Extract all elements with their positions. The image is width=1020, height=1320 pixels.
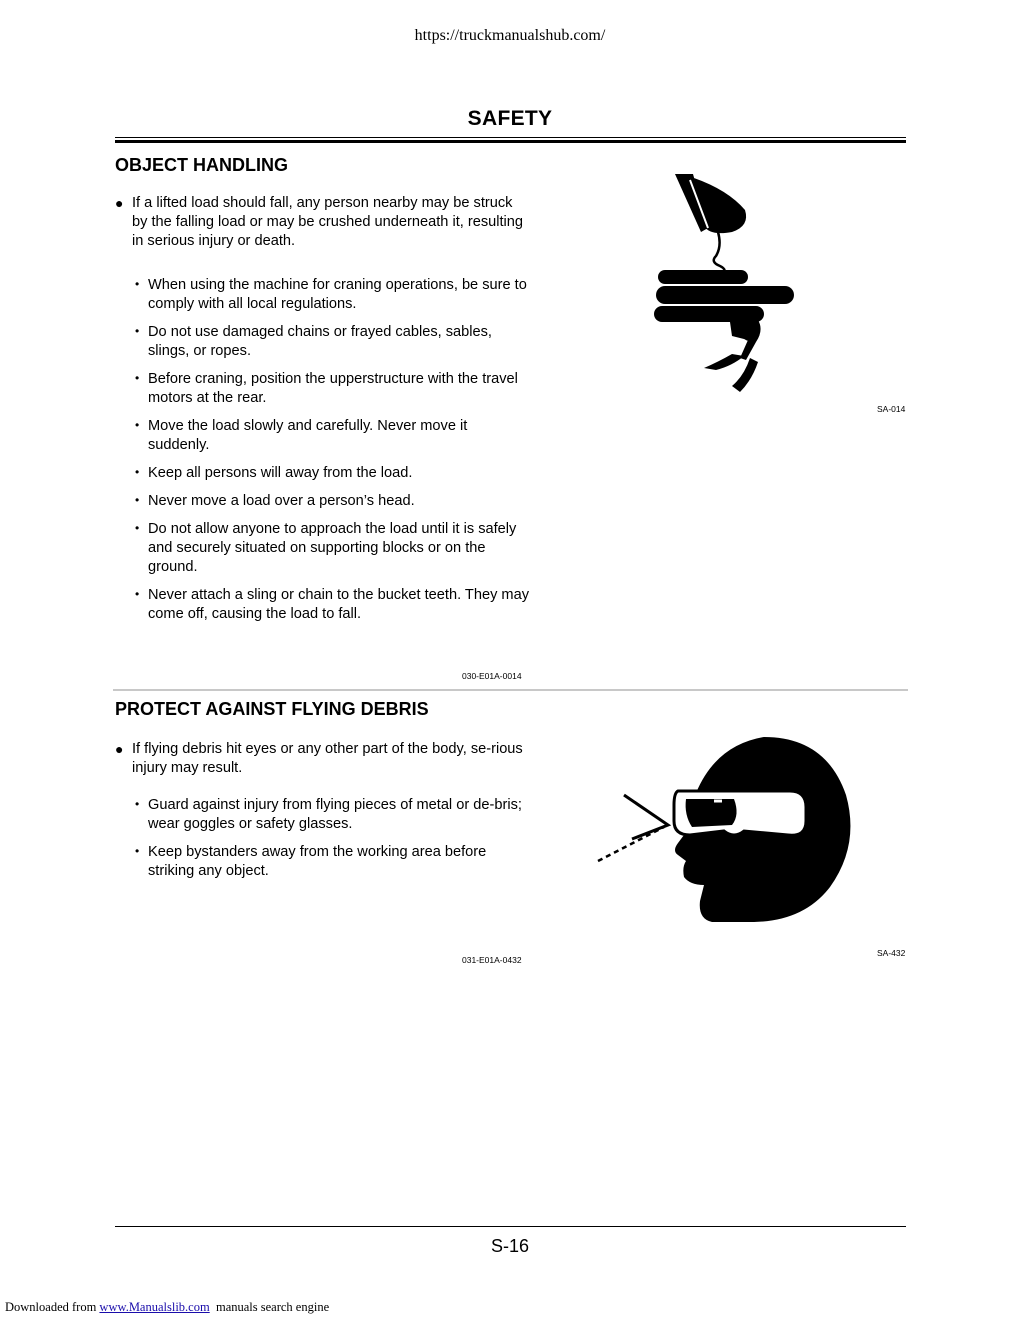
sub-bullet-icon: • <box>135 521 140 535</box>
sub-item-text: Keep bystanders away from the working area before striking any object. <box>148 844 487 879</box>
sub-item <box>131 276 531 314</box>
sub-bullet-icon: • <box>135 418 140 432</box>
sub-item <box>131 843 531 881</box>
sub-item-text: Keep all persons will away from the load. <box>148 465 413 481</box>
sub-bullet-icon: • <box>135 465 140 479</box>
sub-item <box>131 520 531 577</box>
footer-rule <box>115 1226 906 1227</box>
sub-item <box>131 464 531 483</box>
section-title-flying-debris: PROTECT AGAINST FLYING DEBRIS <box>115 699 429 719</box>
sub-item-text: Never attach a sling or chain to the bucket teeth. They may come off, causing the load to fall. <box>148 587 529 622</box>
sub-item <box>131 796 531 834</box>
section-title-object-handling: OBJECT HANDLING <box>115 155 289 175</box>
sub-bullet-icon: • <box>135 797 140 811</box>
figure-label: SA-432 <box>877 948 906 958</box>
download-footer <box>5 1300 329 1315</box>
sub-bullet-icon: • <box>135 587 140 601</box>
bullet-dot-icon: ● <box>115 741 124 757</box>
safety-goggles-illustration <box>594 735 856 927</box>
sub-item-text: Do not use damaged chains or frayed cables, sables, slings, or ropes. <box>148 324 492 359</box>
bullet-text: If a lifted load should fall, any person nearby may be struck by the falling load or may be crushed underneath it, resulting in serious injury or death. <box>132 195 524 249</box>
sub-item-text: Do not allow anyone to approach the load until it is safely and securely situated on supporting blocks or on the ground. <box>148 521 517 575</box>
sub-bullet-icon: • <box>135 277 140 291</box>
sub-bullet-icon: • <box>135 324 140 338</box>
footer-suffix: manuals search engine <box>215 1300 330 1314</box>
falling-load-illustration <box>648 170 803 398</box>
source-url: https://truckmanualshub.com/ <box>414 27 606 44</box>
page-number: S-16 <box>490 1236 530 1256</box>
sub-item <box>131 323 531 361</box>
doc-code: 030-E01A-0014 <box>462 671 522 681</box>
footer-prefix: Downloaded from <box>5 1300 97 1314</box>
title-rule-thin <box>115 137 906 138</box>
bullet-item <box>115 194 525 251</box>
sub-item <box>131 586 531 624</box>
sub-bullet-icon: • <box>135 493 140 507</box>
sub-item-text: When using the machine for craning operations, be sure to comply with all local regulations. <box>148 277 527 312</box>
doc-code: 031-E01A-0432 <box>462 955 522 965</box>
sub-item <box>131 370 531 408</box>
sub-bullet-icon: • <box>135 371 140 385</box>
sub-item <box>131 492 531 511</box>
manualslib-link[interactable]: www.Manualslib.com <box>99 1300 210 1314</box>
bullet-text: If flying debris hit eyes or any other part of the body, se-rious injury may result. <box>132 741 523 776</box>
figure-label: SA-014 <box>877 404 906 414</box>
section-divider <box>113 689 908 691</box>
sub-item-text: Before craning, position the upperstructure with the travel motors at the rear. <box>148 371 518 406</box>
sub-item-text: Move the load slowly and carefully. Never move it suddenly. <box>148 418 468 453</box>
page-title: SAFETY <box>467 107 553 130</box>
bullet-item <box>115 740 525 778</box>
bullet-dot-icon: ● <box>115 195 124 211</box>
sub-item-text: Guard against injury from flying pieces of metal or de-bris; wear goggles or safety glasses. <box>148 797 522 832</box>
sub-item-text: Never move a load over a person’s head. <box>148 493 415 509</box>
sub-bullet-icon: • <box>135 844 140 858</box>
title-rule-thick <box>115 140 906 143</box>
sub-item <box>131 417 531 455</box>
